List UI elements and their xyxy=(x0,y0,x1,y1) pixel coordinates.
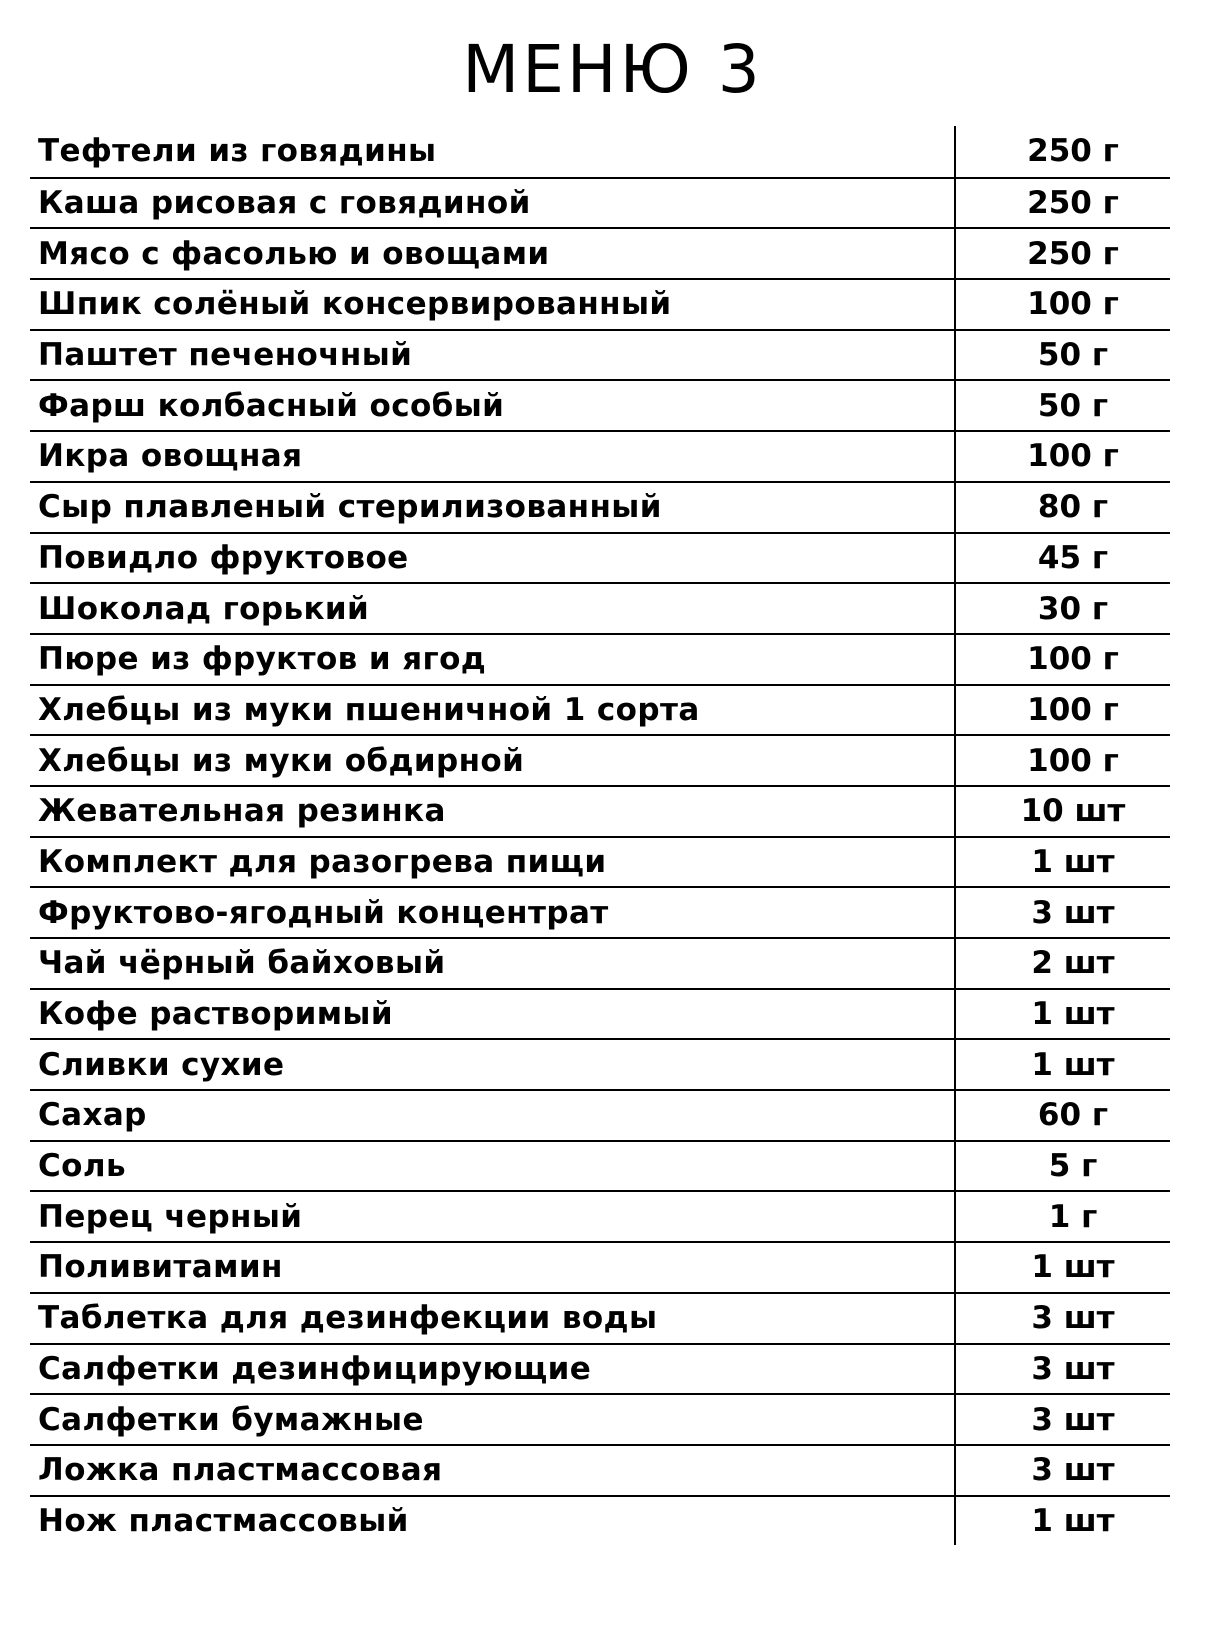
item-name: Повидло фруктовое xyxy=(30,534,956,583)
item-quantity: 2 шт xyxy=(1031,945,1115,982)
item-quantity: 45 г xyxy=(1037,539,1109,576)
item-name: Чай чёрный байховый xyxy=(30,939,956,988)
item-quantity: 80 г xyxy=(1037,489,1109,526)
item-quantity: 1 шт xyxy=(1031,1046,1115,1083)
item-name: Комплект для разогрева пищи xyxy=(30,838,956,887)
table-row xyxy=(30,278,1170,329)
table-row xyxy=(30,785,1170,836)
item-quantity: 3 шт xyxy=(1031,894,1115,931)
item-quantity: 1 шт xyxy=(1031,843,1115,880)
item-name: Таблетка для дезинфекции воды xyxy=(30,1294,956,1343)
item-quantity: 250 г xyxy=(1027,133,1119,170)
table-row xyxy=(30,1292,1170,1343)
item-name: Сыр плавленый стерилизованный xyxy=(30,483,956,532)
page-title: МЕНЮ 3 xyxy=(462,31,763,108)
item-quantity: 50 г xyxy=(1037,337,1109,374)
item-name: Ложка пластмассовая xyxy=(30,1446,956,1495)
item-name: Пюре из фруктов и ягод xyxy=(30,635,956,684)
item-name: Сливки сухие xyxy=(30,1040,956,1089)
item-name: Фруктово-ягодный концентрат xyxy=(30,888,956,937)
item-name: Шоколад горький xyxy=(30,584,956,633)
item-quantity: 3 шт xyxy=(1031,1401,1115,1438)
item-name: Паштет печеночный xyxy=(30,331,956,380)
item-quantity: 5 г xyxy=(1048,1148,1098,1185)
item-quantity: 1 шт xyxy=(1031,1249,1115,1286)
item-quantity: 1 шт xyxy=(1031,996,1115,1033)
item-name: Кофе растворимый xyxy=(30,990,956,1039)
table-row xyxy=(30,227,1170,278)
table-row xyxy=(30,532,1170,583)
item-quantity: 30 г xyxy=(1037,590,1109,627)
item-quantity: 100 г xyxy=(1027,742,1119,779)
table-row xyxy=(30,329,1170,380)
item-quantity: 10 шт xyxy=(1020,793,1126,830)
item-name: Хлебцы из муки пшеничной 1 сорта xyxy=(30,686,956,735)
menu-table xyxy=(30,126,1170,1545)
table-row xyxy=(30,1343,1170,1394)
item-name: Хлебцы из муки обдирной xyxy=(30,736,956,785)
table-row xyxy=(30,886,1170,937)
item-name: Нож пластмассовый xyxy=(30,1497,956,1546)
item-quantity: 1 г xyxy=(1048,1198,1098,1235)
item-name: Поливитамин xyxy=(30,1243,956,1292)
item-quantity: 60 г xyxy=(1037,1097,1109,1134)
item-quantity: 100 г xyxy=(1027,691,1119,728)
item-name: Соль xyxy=(30,1142,956,1191)
table-row xyxy=(30,1241,1170,1292)
item-name: Тефтели из говядины xyxy=(30,126,956,177)
table-row xyxy=(30,937,1170,988)
table-row xyxy=(30,126,1170,177)
item-quantity: 3 шт xyxy=(1031,1350,1115,1387)
table-row xyxy=(30,1393,1170,1444)
item-name: Перец черный xyxy=(30,1192,956,1241)
table-row xyxy=(30,177,1170,228)
item-name: Мясо с фасолью и овощами xyxy=(30,229,956,278)
item-name: Каша рисовая с говядиной xyxy=(30,179,956,228)
item-quantity: 1 шт xyxy=(1031,1502,1115,1539)
table-row xyxy=(30,1444,1170,1495)
item-quantity: 100 г xyxy=(1027,286,1119,323)
table-row xyxy=(30,1038,1170,1089)
item-quantity: 50 г xyxy=(1037,387,1109,424)
table-row xyxy=(30,379,1170,430)
table-row xyxy=(30,988,1170,1039)
table-row xyxy=(30,633,1170,684)
item-quantity: 3 шт xyxy=(1031,1452,1115,1489)
table-row xyxy=(30,836,1170,887)
item-quantity: 250 г xyxy=(1027,185,1119,222)
table-row xyxy=(30,1190,1170,1241)
item-quantity: 250 г xyxy=(1027,235,1119,272)
item-name: Салфетки бумажные xyxy=(30,1395,956,1444)
table-row xyxy=(30,1140,1170,1191)
item-name: Фарш колбасный особый xyxy=(30,381,956,430)
item-name: Жевательная резинка xyxy=(30,787,956,836)
item-quantity: 100 г xyxy=(1027,438,1119,475)
item-name: Шпик солёный консервированный xyxy=(30,280,956,329)
table-row xyxy=(30,1089,1170,1140)
item-name: Салфетки дезинфицирующие xyxy=(30,1345,956,1394)
item-name: Икра овощная xyxy=(30,432,956,481)
item-quantity: 100 г xyxy=(1027,641,1119,678)
table-row xyxy=(30,481,1170,532)
table-row xyxy=(30,1495,1170,1546)
table-row xyxy=(30,582,1170,633)
table-row xyxy=(30,684,1170,735)
table-row xyxy=(30,430,1170,481)
item-name: Сахар xyxy=(30,1091,956,1140)
table-row xyxy=(30,734,1170,785)
item-quantity: 3 шт xyxy=(1031,1300,1115,1337)
